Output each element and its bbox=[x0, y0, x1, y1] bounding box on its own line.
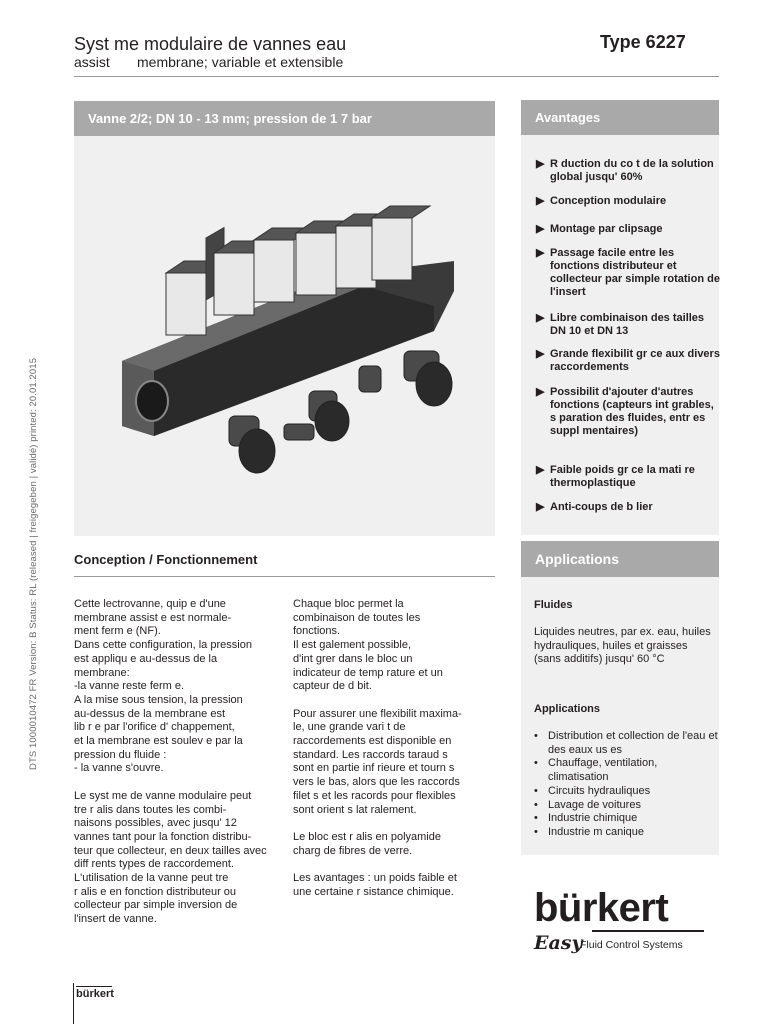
applications-subheading: Applications bbox=[534, 703, 601, 715]
logo-wordmark: bürkert bbox=[534, 886, 669, 930]
advantage-item: ▶ Conception modulaire bbox=[536, 195, 667, 207]
advantage-item: ▶ Libre combinaison des tailles DN 10 et DN 13 bbox=[536, 312, 705, 337]
advantage-item: ▶ Montage par clipsage bbox=[536, 223, 663, 235]
list-item: • Chauffage, ventilation, climatisation bbox=[534, 757, 658, 784]
triangle-bullet-icon: ▶ bbox=[536, 312, 545, 324]
footer-logo-line bbox=[76, 986, 112, 987]
footer-divider bbox=[73, 983, 74, 1024]
type-label: Type 6227 bbox=[600, 32, 686, 52]
bullet-icon: • bbox=[534, 825, 538, 838]
advantage-item: ▶ Grande flexibilit gr ce aux divers raccordements bbox=[536, 348, 720, 373]
bullet-icon: • bbox=[534, 730, 538, 742]
triangle-bullet-icon: ▶ bbox=[536, 158, 545, 170]
advantage-item: ▶ R duction du co t de la solution global jusqu' 60% bbox=[536, 158, 714, 183]
header-divider bbox=[74, 76, 719, 77]
section-divider bbox=[74, 576, 495, 577]
footer-logo: bürkert bbox=[76, 988, 114, 1000]
fluids-heading: Fluides bbox=[534, 599, 573, 611]
page-subtitle: assist membrane; variable et extensible bbox=[74, 54, 344, 70]
triangle-bullet-icon: ▶ bbox=[536, 386, 545, 398]
list-item: • Distribution et collection de l'eau et des eaux us es bbox=[534, 730, 718, 756]
product-photo bbox=[74, 136, 495, 536]
list-item: • Lavage de voitures bbox=[534, 798, 641, 811]
applications-heading: Applications bbox=[521, 541, 719, 577]
triangle-bullet-icon: ▶ bbox=[536, 464, 545, 476]
section-title: Conception / Fonctionnement bbox=[74, 552, 258, 567]
logo-underline bbox=[592, 930, 704, 932]
advantage-item: ▶ Passage facile entre les fonctions distributeur et collecteur par simple rotation de l'insert bbox=[536, 247, 720, 298]
list-item: • Circuits hydrauliques bbox=[534, 784, 651, 797]
bullet-icon: • bbox=[534, 757, 538, 770]
logo-easy-script: Easy bbox=[534, 932, 583, 954]
product-spec-band: Vanne 2/2; DN 10 - 13 mm; pression de 1 7 bar bbox=[74, 101, 495, 136]
bullet-icon: • bbox=[534, 798, 538, 811]
logo-tagline: Fluid Control Systems bbox=[580, 939, 683, 951]
valve-manifold-illustration bbox=[74, 136, 495, 536]
body-column-1: Cette lectrovanne, quip e d'une membrane assist e est normale- ment ferm e (NF). Dans cette configuration, la pression est appliqu e au-dessus de la membrane: -la vanne reste ferm e. A la mise sous tension, la pression au-dessus de la membrane est lib r e par l'orifice d' chappement, et la membrane est soulev e par la pression du fluide : - la vanne s'ouvre. Le syst me de vanne modulaire peut tre r alis dans toutes les combi- naisons possibles, avec jusqu' 12 vannes tant pour la fonction distribu- teur que collecteur, en deux tailles avec diff rents types de raccordement. L'utilisation de la vanne peut tre r alis e en fonction distributeur ou collecteur par simple inversion de l'insert de vanne. bbox=[74, 598, 267, 926]
triangle-bullet-icon: ▶ bbox=[536, 501, 545, 513]
applications-list bbox=[534, 730, 719, 840]
bullet-icon: • bbox=[534, 784, 538, 797]
fluids-text: Liquides neutres, par ex. eau, huiles hydrauliques, huiles et graisses (sans additifs) jusqu' 60 °C bbox=[534, 626, 711, 666]
burkert-logo bbox=[534, 886, 683, 954]
advantage-item: ▶ Faible poids gr ce la mati re thermoplastique bbox=[536, 464, 695, 489]
triangle-bullet-icon: ▶ bbox=[536, 348, 545, 360]
bullet-icon: • bbox=[534, 812, 538, 825]
page-title: Syst me modulaire de vannes eau bbox=[74, 34, 347, 54]
list-item: • Industrie chimique bbox=[534, 812, 638, 825]
triangle-bullet-icon: ▶ bbox=[536, 195, 545, 207]
advantages-heading: Avantages bbox=[521, 100, 719, 135]
body-column-2: Chaque bloc permet la combinaison de toutes les fonctions. Il est galement possible, d'int grer dans le bloc un indicateur de temp rature et un capteur de d bit. Pour assurer une flexibilit maxima- le, une grande vari t de raccordements est disponible en standard. Les raccords taraud s sont en partie inf rieure et tourn s vers le bas, alors que les raccords filet s et les racords pour flexibles sont orient s lat ralement. Le bloc est r alis en polyamide charg de fibres de verre. Les avantages : un poids faible et une certaine r sistance chimique. bbox=[293, 598, 462, 898]
triangle-bullet-icon: ▶ bbox=[536, 223, 545, 235]
advantage-item: ▶ Anti-coups de b lier bbox=[536, 501, 653, 513]
triangle-bullet-icon: ▶ bbox=[536, 247, 545, 259]
advantage-item: ▶ Possibilit d'ajouter d'autres fonctions (capteurs int grables, s paration des fluides, entr es suppl mentaires) bbox=[536, 386, 714, 437]
document-status-note: DTS 1000010472 FR Version: B Status: RL (released | freigegeben | validé) printed: 20.01.2015 bbox=[28, 357, 39, 770]
list-item: • Industrie m canique bbox=[534, 825, 644, 838]
